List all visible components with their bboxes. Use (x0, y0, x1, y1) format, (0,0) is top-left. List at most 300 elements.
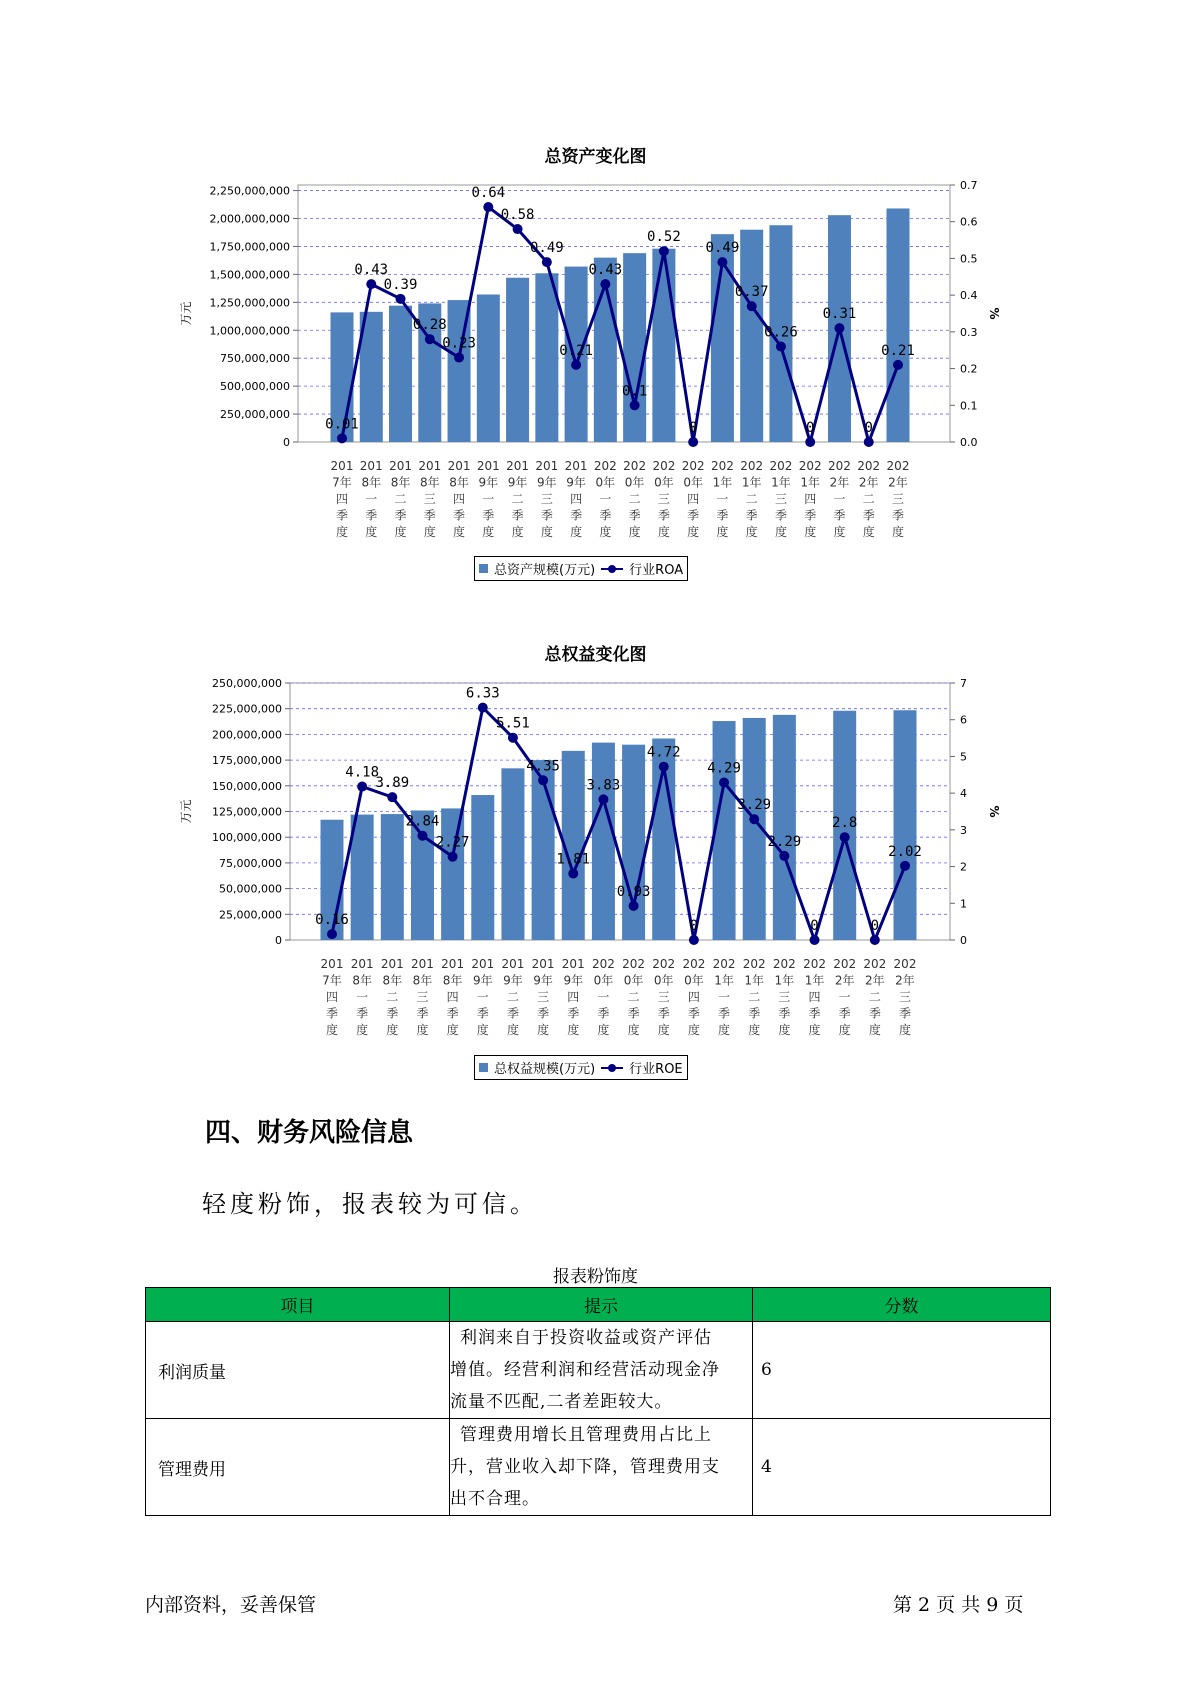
x-tick-label: 度 (325, 1023, 339, 1037)
data-label: 0 (689, 918, 699, 934)
line-legend-swatch (601, 1067, 623, 1069)
data-label: 0.49 (529, 240, 564, 257)
y2-tick-label: 0 (960, 934, 967, 947)
x-tick-label: 季 (453, 508, 466, 523)
bar (381, 814, 404, 940)
x-tick-label: 度 (862, 525, 875, 539)
x-tick-label: 度 (597, 1023, 610, 1037)
x-tick-label: 8年 (390, 475, 411, 490)
x-tick-label: 8年 (361, 475, 382, 490)
x-tick-label: 季 (628, 508, 641, 523)
x-tick-label: 度 (356, 1023, 369, 1037)
x-tick-label: 度 (453, 525, 466, 539)
x-tick-label: 度 (898, 1023, 912, 1037)
x-tick-label: 0年 (684, 973, 704, 988)
footer-confidential: 内部资料，妥善保管 (145, 1594, 317, 1616)
x-tick-label: 季 (423, 508, 436, 523)
data-label: 0.28 (412, 317, 447, 334)
line-point (805, 437, 815, 447)
y-tick-label: 1,250,000,000 (209, 296, 290, 310)
x-tick-label: 202 (593, 459, 617, 473)
line-point (810, 935, 820, 945)
bar (894, 710, 917, 940)
bar (501, 768, 524, 940)
data-label: 0.16 (315, 912, 349, 929)
hint-line: 管理费用增长且管理费用占比上 (460, 1425, 712, 1445)
data-label: 0.52 (647, 229, 681, 246)
y-tick-label: 2,250,000,000 (209, 184, 290, 198)
table-row (146, 1322, 1051, 1419)
line-point (779, 851, 789, 861)
x-tick-label: 202 (712, 957, 736, 971)
x-tick-label: 201 (389, 459, 412, 473)
x-tick-label: 0年 (653, 973, 674, 988)
data-label: 0.1 (621, 383, 648, 400)
x-tick-label: 度 (476, 1023, 489, 1037)
y2-tick-label: 0.4 (960, 289, 978, 303)
x-tick-label: 202 (623, 459, 647, 473)
x-tick-label: 三 (657, 492, 670, 506)
legend-label-roe: 行业ROE (629, 1062, 683, 1077)
x-tick-label: 201 (501, 957, 525, 971)
line-point (357, 782, 367, 792)
bar (887, 208, 910, 442)
x-tick-label: 季 (394, 508, 407, 523)
data-label: 3.29 (737, 797, 772, 814)
data-label: 0.43 (354, 262, 389, 279)
data-label: 0.39 (383, 276, 418, 293)
row-hint (450, 1419, 753, 1516)
data-label: 0.49 (705, 240, 740, 257)
x-tick-label: 季 (537, 1006, 550, 1021)
y-tick-label: 1,000,000,000 (209, 324, 290, 338)
x-tick-label: 度 (745, 525, 758, 539)
x-tick-label: 二 (748, 990, 761, 1004)
x-tick-label: 季 (745, 508, 758, 523)
x-tick-label: 201 (471, 957, 495, 971)
legend-label-assets: 总资产规模(万元) (494, 563, 596, 578)
x-tick-label: 9年 (503, 973, 523, 988)
x-tick-label: 202 (652, 957, 676, 971)
x-tick-label: 一 (356, 990, 369, 1004)
line-point (717, 257, 727, 267)
y2-tick-label: 4 (960, 787, 967, 801)
line-point (688, 437, 698, 447)
x-tick-label: 0年 (623, 973, 644, 988)
x-tick-label: 度 (687, 1023, 700, 1037)
x-tick-label: 度 (627, 1023, 640, 1037)
x-tick-label: 度 (808, 1023, 821, 1037)
y-tick-label: 250,000,000 (212, 677, 282, 690)
line-point (538, 775, 548, 785)
x-tick-label: 201 (330, 459, 354, 473)
x-tick-label: 度 (599, 525, 612, 539)
data-label: 1.81 (556, 851, 591, 868)
row-item: 利润质量 (146, 1322, 450, 1419)
x-tick-label: 度 (716, 525, 729, 539)
data-label: 4.29 (707, 760, 741, 777)
x-tick-label: 202 (833, 957, 857, 971)
line-point (483, 202, 493, 212)
x-tick-label: 度 (446, 1023, 459, 1037)
x-tick-label: 季 (567, 1006, 580, 1021)
x-tick-label: 201 (561, 957, 585, 971)
x-tick-label: 度 (537, 1023, 550, 1037)
x-tick-label: 三 (657, 990, 670, 1004)
line-point (747, 301, 757, 311)
y-axis-title: 万元 (179, 799, 193, 824)
x-tick-label: 9年 (478, 475, 499, 490)
data-label: 0.31 (822, 306, 857, 323)
x-tick-label: 201 (531, 957, 555, 971)
x-tick-label: 度 (778, 1023, 791, 1037)
x-tick-label: 2年 (834, 973, 855, 988)
section-heading: 四、财务风险信息 (205, 1118, 414, 1148)
x-tick-label: 四 (570, 492, 583, 506)
x-tick-label: 202 (652, 459, 676, 473)
line-point (893, 360, 903, 370)
x-tick-label: 季 (365, 508, 378, 523)
x-tick-label: 8年 (419, 475, 440, 490)
x-tick-label: 202 (863, 957, 887, 971)
x-tick-label: 202 (681, 459, 705, 473)
x-tick-label: 四 (687, 492, 700, 506)
bar-legend-swatch (479, 1063, 488, 1072)
line-point (749, 814, 759, 824)
data-label: 2.27 (435, 834, 470, 851)
x-tick-label: 三 (423, 492, 436, 506)
x-tick-label: 201 (359, 459, 383, 473)
table-caption: 报表粉饰度 (553, 1267, 638, 1287)
y-tick-label: 25,000,000 (219, 908, 282, 922)
hint-line: 出不合理。 (450, 1489, 540, 1509)
line-point (542, 257, 552, 267)
line-legend-swatch (601, 568, 623, 570)
x-tick-label: 度 (416, 1023, 429, 1037)
x-tick-label: 三 (537, 990, 550, 1004)
x-tick-label: 202 (742, 957, 766, 971)
x-tick-label: 0年 (593, 973, 614, 988)
line-point (568, 869, 578, 879)
x-tick-label: 二 (868, 990, 881, 1004)
line-point (834, 323, 844, 333)
x-tick-label: 四 (446, 990, 459, 1004)
data-label: 2.8 (832, 815, 858, 832)
total-assets-chart (0, 175, 1191, 595)
y2-tick-label: 0.3 (960, 325, 978, 339)
line-point (513, 224, 523, 234)
line-point (387, 792, 397, 802)
x-tick-label: 度 (511, 525, 524, 539)
x-tick-label: 季 (687, 1006, 700, 1021)
data-label: 0.58 (500, 207, 535, 224)
x-tick-label: 季 (657, 508, 670, 523)
bar (477, 295, 500, 442)
x-tick-label: 度 (657, 1023, 670, 1037)
x-tick-label: 季 (335, 508, 349, 523)
x-tick-label: 度 (804, 525, 817, 539)
x-tick-label: 一 (482, 492, 495, 506)
line-point (689, 935, 699, 945)
x-tick-label: 1年 (741, 475, 762, 490)
data-label: 0 (810, 918, 819, 934)
x-tick-label: 度 (567, 1023, 580, 1037)
data-label: 0 (870, 918, 880, 934)
x-tick-label: 0年 (683, 475, 703, 490)
x-tick-label: 1年 (804, 973, 825, 988)
data-label: 0.43 (588, 262, 623, 279)
bar (773, 715, 796, 940)
line-point (870, 935, 880, 945)
x-tick-label: 季 (718, 1006, 731, 1021)
y-tick-label: 150,000,000 (212, 779, 282, 793)
x-tick-label: 201 (350, 957, 374, 971)
x-tick-label: 一 (718, 990, 731, 1004)
x-tick-label: 201 (564, 459, 588, 473)
x-tick-label: 度 (506, 1023, 519, 1037)
x-tick-label: 2年 (829, 475, 850, 490)
line-point (425, 334, 435, 344)
total-equity-chart (0, 673, 1191, 1093)
data-label: 0.64 (471, 185, 506, 202)
bar (471, 795, 494, 940)
line-point (454, 353, 464, 363)
x-tick-label: 度 (365, 525, 378, 539)
x-tick-label: 度 (891, 525, 905, 539)
x-tick-label: 1年 (712, 475, 733, 490)
x-tick-label: 1年 (774, 973, 795, 988)
x-tick-label: 二 (627, 990, 640, 1004)
x-tick-label: 三 (891, 492, 905, 506)
legend-label-roa: 行业ROA (629, 563, 684, 578)
x-tick-label: 201 (380, 957, 404, 971)
y-tick-label: 50,000,000 (219, 882, 282, 896)
x-tick-label: 9年 (507, 475, 528, 490)
x-tick-label: 7年 (332, 475, 352, 490)
table-header-row (146, 1288, 1051, 1322)
y2-tick-label: 7 (960, 677, 967, 690)
y-tick-label: 250,000,000 (220, 408, 290, 422)
x-tick-label: 三 (416, 990, 429, 1004)
x-tick-label: 202 (857, 459, 881, 473)
x-tick-label: 202 (710, 459, 734, 473)
bar (652, 249, 675, 442)
data-label: 4.18 (345, 764, 380, 781)
y2-tick-label: 3 (960, 823, 967, 837)
x-tick-label: 0年 (595, 475, 616, 490)
x-tick-label: 度 (838, 1023, 851, 1037)
x-tick-label: 季 (687, 508, 700, 523)
x-tick-label: 二 (386, 990, 399, 1004)
risk-conclusion: 轻度粉饰，报表较为可信。 (202, 1190, 538, 1218)
x-tick-label: 202 (772, 957, 796, 971)
data-label: 6.33 (465, 685, 500, 702)
x-tick-label: 季 (657, 1006, 670, 1021)
line-point (776, 342, 786, 352)
x-tick-label: 8年 (352, 973, 372, 988)
x-tick-label: 一 (597, 990, 610, 1004)
x-tick-label: 一 (599, 492, 612, 506)
x-tick-label: 季 (482, 508, 495, 523)
data-label: 0.23 (442, 335, 476, 352)
x-tick-label: 201 (506, 459, 530, 473)
data-label: 4.35 (526, 758, 560, 775)
data-label: 0.21 (881, 342, 915, 359)
x-tick-label: 一 (365, 492, 378, 506)
x-tick-label: 201 (320, 957, 344, 971)
chart-title-assets: 总资产变化图 (544, 147, 647, 167)
x-tick-label: 202 (769, 459, 793, 473)
y-tick-label: 1,750,000,000 (209, 240, 290, 254)
data-label: 2.02 (888, 843, 922, 860)
header-hint: 提示 (450, 1288, 753, 1322)
y-tick-label: 0 (275, 934, 282, 947)
data-label: 0.26 (764, 324, 798, 341)
data-label: 4.72 (646, 744, 681, 761)
footer-page-number: 第 2 页 共 9 页 (893, 1594, 1024, 1616)
legend-label-equity: 总权益规模(万元) (494, 1062, 596, 1077)
x-tick-label: 201 (441, 957, 465, 971)
x-tick-label: 季 (862, 508, 875, 523)
x-tick-label: 季 (868, 1006, 881, 1021)
x-tick-label: 8年 (382, 973, 403, 988)
x-tick-label: 四 (453, 492, 466, 506)
x-tick-label: 度 (628, 525, 641, 539)
line-point (840, 832, 850, 842)
x-tick-label: 7年 (322, 973, 342, 988)
whitewash-table (145, 1287, 1051, 1516)
data-label: 2.29 (767, 833, 802, 850)
x-tick-label: 季 (891, 508, 905, 523)
row-score: 4 (753, 1419, 1051, 1516)
y2-axis-title: % (987, 307, 1001, 320)
x-tick-label: 季 (511, 508, 524, 523)
line-point (571, 360, 581, 370)
line-point (629, 901, 639, 911)
bar (535, 273, 558, 442)
chart-legend-assets (474, 556, 688, 581)
y-tick-label: 0 (283, 436, 290, 449)
x-tick-label: 度 (386, 1023, 399, 1037)
y-tick-label: 2,000,000,000 (209, 212, 290, 226)
x-tick-label: 一 (838, 990, 851, 1004)
x-tick-label: 季 (838, 1006, 851, 1021)
x-tick-label: 201 (535, 459, 559, 473)
bar (389, 306, 412, 442)
data-label: 0.93 (616, 883, 651, 900)
x-tick-label: 季 (506, 1006, 519, 1021)
data-label: 0.01 (325, 416, 359, 433)
data-label: 5.51 (496, 715, 530, 732)
x-tick-label: 季 (627, 1006, 640, 1021)
x-tick-label: 季 (808, 1006, 821, 1021)
x-tick-label: 季 (325, 1006, 339, 1021)
x-tick-label: 9年 (563, 973, 584, 988)
x-tick-label: 三 (778, 990, 791, 1004)
y-tick-label: 225,000,000 (212, 702, 282, 716)
header-item: 项目 (146, 1288, 450, 1322)
x-tick-label: 三 (540, 492, 553, 506)
bar (506, 278, 529, 442)
line-point (719, 777, 729, 787)
line-point (900, 861, 910, 871)
line-point (337, 433, 347, 443)
x-tick-label: 度 (335, 525, 349, 539)
chart-legend-equity (474, 1055, 688, 1080)
hint-line: 增值。经营利润和经营活动现金净 (450, 1360, 720, 1380)
x-tick-label: 202 (893, 957, 917, 971)
x-tick-label: 四 (808, 990, 821, 1004)
line-point (417, 831, 427, 841)
x-tick-label: 四 (567, 990, 580, 1004)
y-tick-label: 200,000,000 (212, 728, 282, 742)
x-tick-label: 三 (898, 990, 912, 1004)
y2-tick-label: 0.2 (960, 362, 978, 376)
line-point (630, 400, 640, 410)
x-tick-label: 季 (599, 508, 612, 523)
data-label: 0.21 (559, 342, 593, 359)
x-tick-label: 201 (447, 459, 471, 473)
x-tick-label: 2年 (865, 973, 885, 988)
data-label: 3.83 (586, 777, 621, 794)
x-tick-label: 度 (774, 525, 787, 539)
data-label: 0 (805, 420, 815, 436)
x-tick-label: 202 (886, 459, 910, 473)
row-hint (450, 1322, 753, 1419)
x-tick-label: 9年 (472, 973, 493, 988)
x-tick-label: 1年 (771, 475, 791, 490)
y2-tick-label: 0.1 (960, 399, 978, 413)
x-tick-label: 202 (740, 459, 764, 473)
x-tick-label: 四 (687, 990, 700, 1004)
x-tick-label: 季 (597, 1006, 610, 1021)
line-point (508, 733, 518, 743)
x-tick-label: 度 (540, 525, 553, 539)
y-tick-label: 175,000,000 (212, 754, 282, 768)
data-label: 0 (864, 420, 873, 436)
bar-legend-swatch (479, 564, 488, 573)
row-item: 管理费用 (146, 1419, 450, 1516)
x-tick-label: 四 (325, 990, 339, 1004)
line-point (598, 794, 608, 804)
x-tick-label: 二 (511, 492, 524, 506)
y2-tick-label: 5 (960, 750, 967, 764)
x-tick-label: 8年 (412, 973, 433, 988)
x-tick-label: 度 (657, 525, 670, 539)
y-tick-label: 75,000,000 (219, 856, 282, 870)
x-tick-label: 二 (628, 492, 641, 506)
y2-tick-label: 6 (960, 713, 967, 727)
y2-tick-label: 0.0 (960, 436, 978, 449)
y2-axis-title: % (987, 805, 1001, 818)
x-tick-label: 季 (748, 1006, 761, 1021)
x-tick-label: 季 (898, 1006, 912, 1021)
x-tick-label: 二 (394, 492, 407, 506)
data-label: 0.37 (734, 284, 769, 301)
x-tick-label: 8年 (442, 973, 463, 988)
y-tick-label: 750,000,000 (220, 352, 290, 366)
y2-tick-label: 0.6 (960, 215, 978, 229)
x-tick-label: 度 (833, 525, 846, 539)
line-point (327, 929, 337, 939)
y-tick-label: 125,000,000 (212, 805, 282, 819)
table-row (146, 1419, 1051, 1516)
x-tick-label: 201 (411, 957, 434, 971)
x-tick-label: 1年 (714, 973, 734, 988)
x-tick-label: 202 (682, 957, 706, 971)
x-tick-label: 度 (482, 525, 495, 539)
x-tick-label: 四 (335, 492, 349, 506)
